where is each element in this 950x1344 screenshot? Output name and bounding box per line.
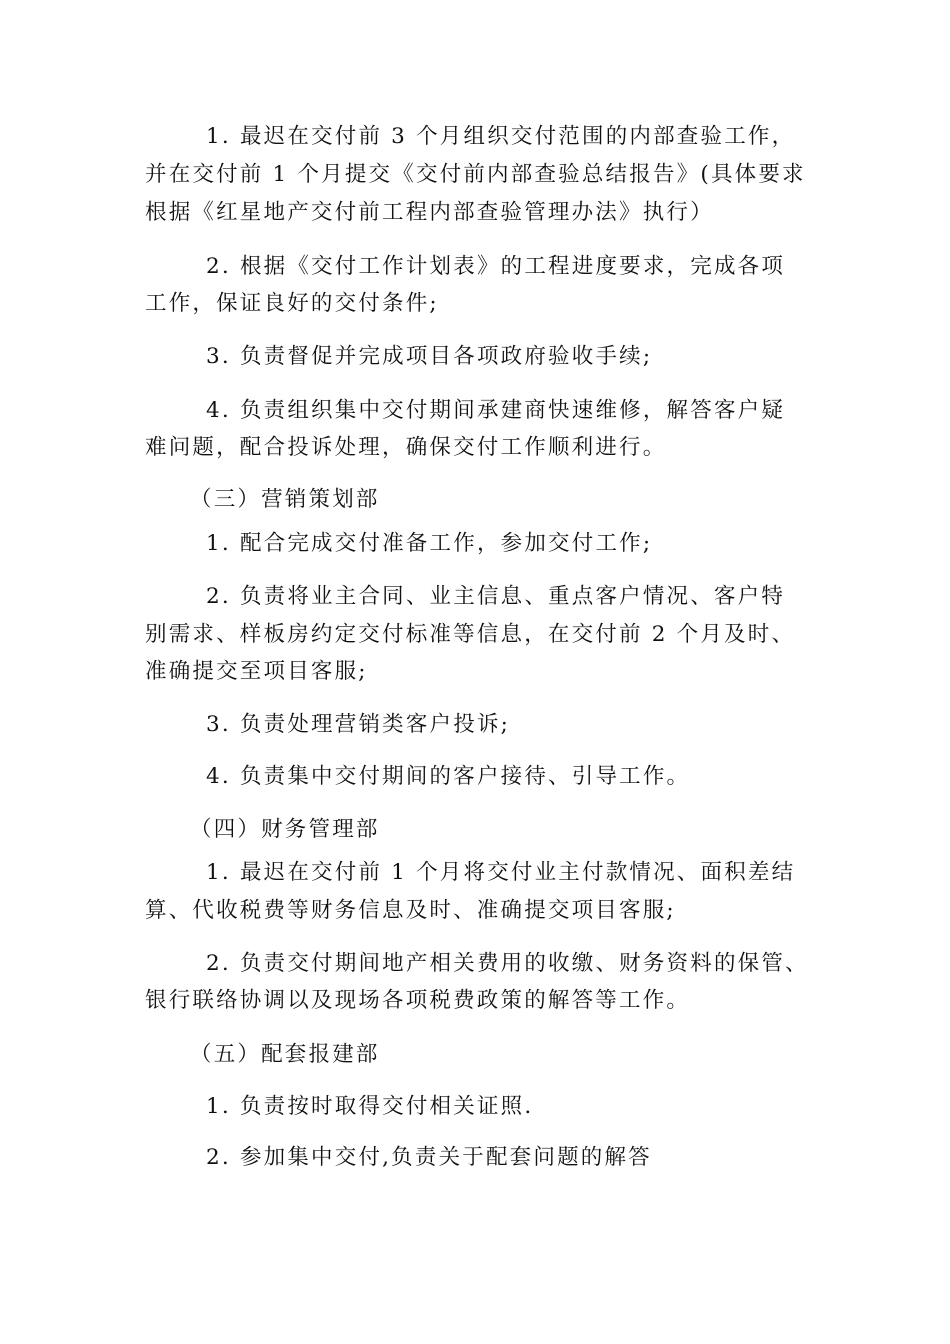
construction-item-1-line-2: 并在交付前 1 个月提交《交付前内部查验总结报告》(具体要求 <box>145 162 806 187</box>
construction-item-3-line-1: 3. 负责督促并完成项目各项政府验收手续; <box>206 344 653 369</box>
marketing-item-2-line-1: 2. 负责将业主合同、业主信息、重点客户情况、客户特 <box>206 584 786 609</box>
supporting-item-1-line-1: 1. 负责按时取得交付相关证照. <box>206 1094 534 1119</box>
finance-heading: （四）财务管理部 <box>190 817 380 842</box>
construction-item-4-line-1: 4. 负责组织集中交付期间承建商快速维修，解答客户疑 <box>206 398 786 423</box>
construction-item-1-line-3: 根据《红星地产交付前工程内部查验管理办法》执行） <box>145 200 714 225</box>
construction-item-2-line-2: 工作，保证良好的交付条件; <box>145 291 439 316</box>
marketing-item-3-line-1: 3. 负责处理营销类客户投诉; <box>206 712 511 737</box>
marketing-item-2-line-3: 准确提交至项目客服; <box>145 659 368 684</box>
supporting-item-2-line-1: 2. 参加集中交付,负责关于配套问题的解答 <box>206 1145 652 1170</box>
construction-item-4-line-2: 难问题，配合投诉处理，确保交付工作顺利进行。 <box>145 435 667 460</box>
construction-item-1-line-1: 1. 最迟在交付前 3 个月组织交付范围的内部查验工作， <box>206 124 796 149</box>
marketing-item-4-line-1: 4. 负责集中交付期间的客户接待、引导工作。 <box>206 764 691 789</box>
marketing-item-1-line-1: 1. 配合完成交付准备工作，参加交付工作; <box>206 531 653 556</box>
marketing-item-2-line-2: 别需求、样板房约定交付标准等信息，在交付前 2 个月及时、 <box>145 622 796 647</box>
construction-item-2-line-1: 2. 根据《交付工作计划表》的工程进度要求，完成各项 <box>206 254 786 279</box>
supporting-heading: （五）配套报建部 <box>190 1042 380 1067</box>
marketing-heading: （三）营销策划部 <box>190 487 380 512</box>
finance-item-2-line-2: 银行联络协调以及现场各项税费政策的解答等工作。 <box>145 988 691 1013</box>
finance-item-1-line-1: 1. 最迟在交付前 1 个月将交付业主付款情况、面积差结 <box>206 860 796 885</box>
finance-item-1-line-2: 算、代收税费等财务信息及时、准确提交项目客服; <box>145 898 676 923</box>
finance-item-2-line-1: 2. 负责交付期间地产相关费用的收缴、财务资料的保管、 <box>206 951 809 976</box>
